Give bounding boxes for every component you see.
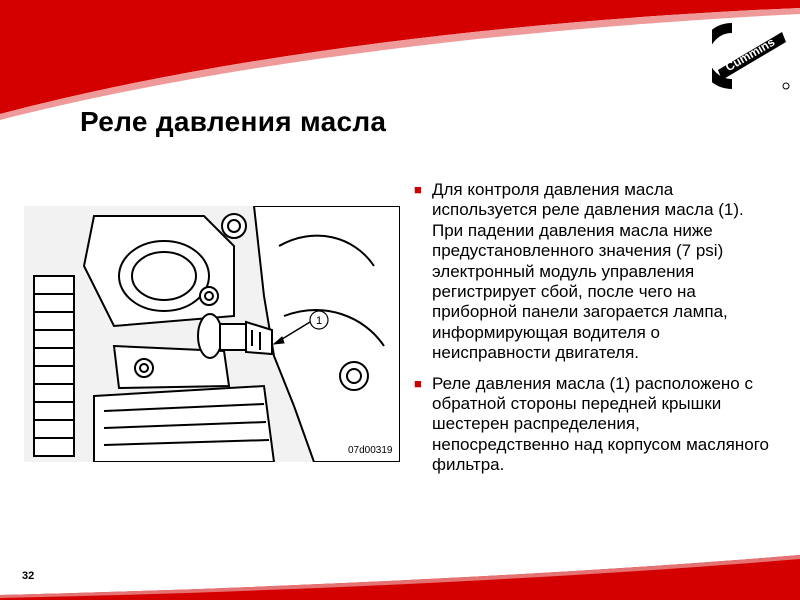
bullet-text: Реле давления масла (1) расположено с обратной стороны передней крышки шестерен распределения, непосредственно над корпусом масляного фильтра.	[432, 373, 769, 475]
bullet-item	[410, 180, 775, 364]
engine-line-drawing	[24, 206, 400, 462]
bullet-text: Для контроля давления масла используется реле давления масла (1). При падении давления масла ниже предустановленного значения (7 psi) электронный модуль управления регистрирует сбой, после чего на приборной панели загорается лампа, информирующая водителя о неисправности двигателя.	[432, 180, 744, 363]
page-number: 32	[22, 570, 35, 582]
bullet-list	[410, 180, 775, 486]
bottom-red-swoosh	[0, 555, 800, 600]
top-red-swoosh	[0, 0, 800, 120]
bullet-item	[410, 374, 775, 476]
logo-text: Cummins	[722, 34, 778, 75]
engine-illustration	[24, 206, 400, 462]
square-bullet-icon: ■	[414, 375, 422, 391]
square-bullet-icon: ■	[414, 182, 422, 197]
slide-title: Реле давления масла	[80, 106, 387, 137]
figure-callout-1: 1	[315, 315, 323, 327]
figure-code: 07d00319	[348, 445, 393, 456]
cummins-logo	[712, 20, 790, 92]
